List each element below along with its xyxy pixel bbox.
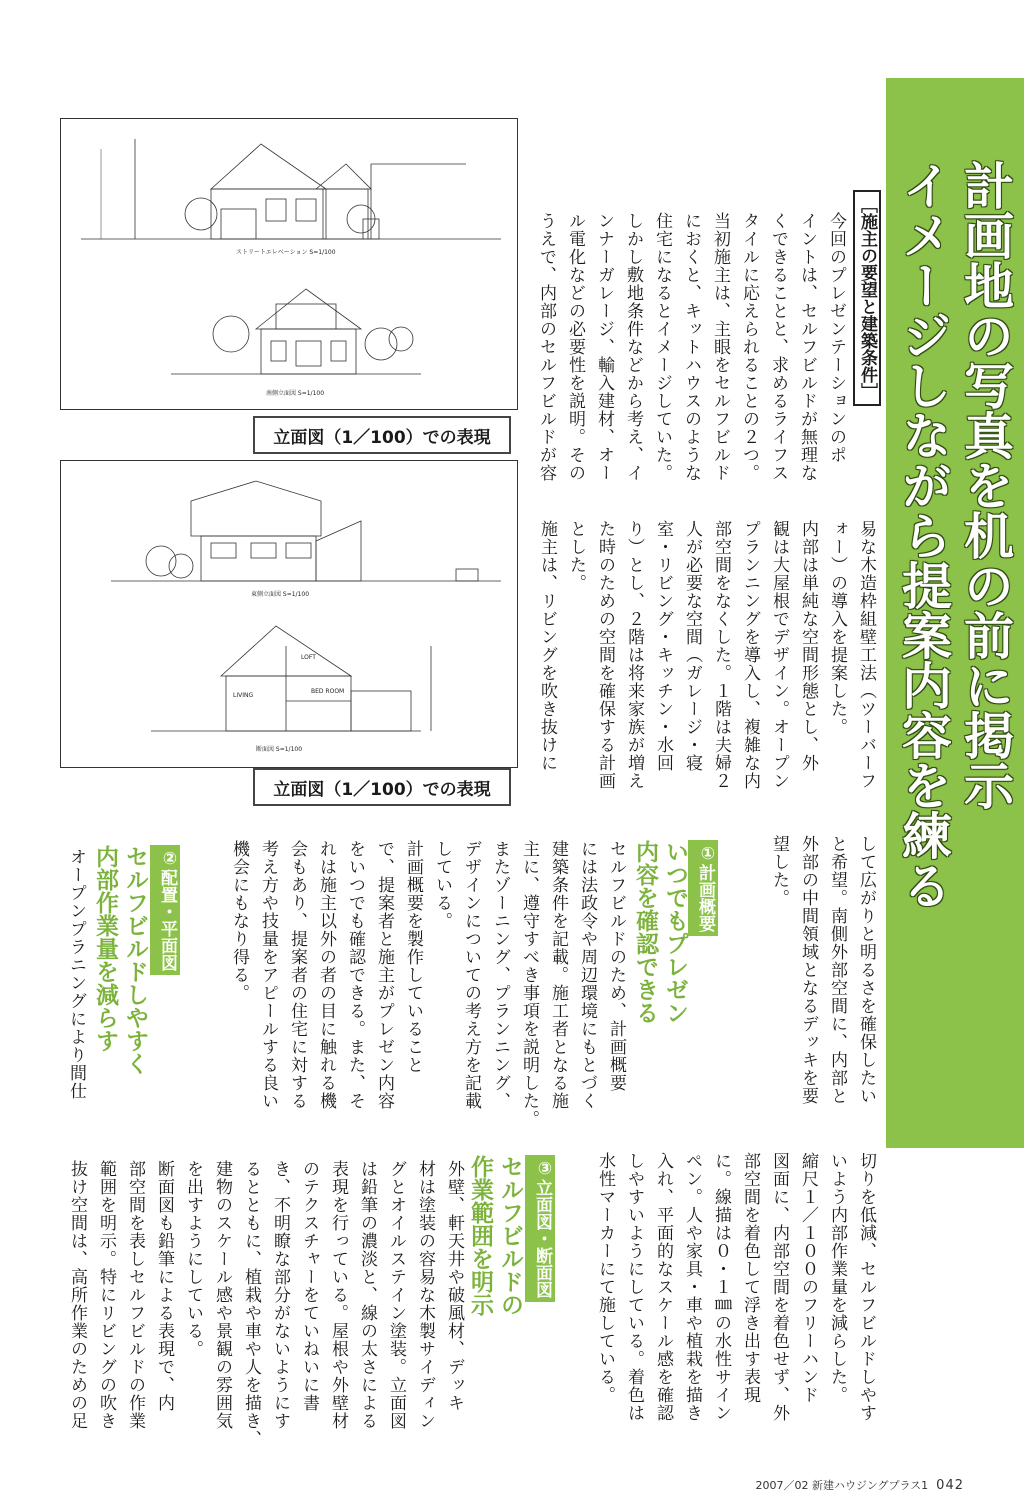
text-line: き、不明瞭な部分がないようにす xyxy=(270,1160,290,1430)
section1-text xyxy=(220,840,630,1130)
text-line: 観は大屋根でデザイン。オープン xyxy=(769,520,789,790)
section1-title xyxy=(630,840,690,1024)
text-line: 易な木造枠組壁工法（ツーバーフ xyxy=(856,520,876,790)
text-line: セルフビルドのため、計画概要 xyxy=(606,840,626,1092)
text-line: 建物のスケール感や景観の雰囲気 xyxy=(212,1160,232,1430)
section3-label: 立面図・断面図 xyxy=(532,1179,552,1298)
text-line: 外部の中間領域となるデッキを要 xyxy=(798,835,818,1105)
intro-heading: ［施主の要望と建築条件］ xyxy=(853,190,881,406)
text-line: 建築条件を記載。施工者となる施 xyxy=(548,840,568,1110)
text-line: とした。 xyxy=(566,520,586,592)
text-line: 図面に、内部空間を着色せず、外 xyxy=(769,1152,789,1422)
text-line: オープンプラニングにより間仕 xyxy=(66,848,86,1100)
section1-label: 計画概要 xyxy=(695,864,715,932)
figure-caption-1: 立面図（1／100）での表現 xyxy=(253,416,511,454)
text-line: プランニングを導入し、複雑な内 xyxy=(740,520,760,790)
text-line: 主に、遵守すべき事項を説明した。 xyxy=(519,840,539,1128)
text-line: くできることと、求めるライフス xyxy=(768,212,788,482)
text-line: 内部は単純な空間形態とし、外 xyxy=(798,520,818,772)
text-line: と希望。南側外部空間に、内部と xyxy=(827,835,847,1105)
text-line: は鉛筆の濃淡と、線の太さによる xyxy=(357,1160,377,1430)
text-line: して広がりと明るさを確保したい xyxy=(856,835,876,1105)
section3-title xyxy=(465,1155,525,1316)
text-line: 今回のプレゼンテーションのポ xyxy=(826,212,846,464)
text-line: ォー）の導入を提案した。 xyxy=(827,520,847,736)
text-line: 部空間を着色して浮き出す表現 xyxy=(740,1152,760,1404)
section2-title xyxy=(90,845,150,1075)
text-line: 住宅になるとイメージしていた。 xyxy=(652,212,672,482)
section1-badge xyxy=(688,840,718,936)
text-line: ル電化などの必要性を説明。その xyxy=(565,212,585,482)
section3-text xyxy=(58,1160,468,1450)
text-line: いよう内部作業量を減らした。 xyxy=(827,1152,847,1404)
text-line: しかし敷地条件などから考え、イ xyxy=(623,212,643,482)
text-line: 抜け空間は、高所作業のための足 xyxy=(67,1160,87,1430)
section3-badge xyxy=(525,1155,555,1302)
section2-title-line: 内部作業量を減らす xyxy=(92,845,118,1052)
intro-tail-text xyxy=(762,835,880,1125)
street-elevation-label: ストリートエレベーション S=1/100 xyxy=(236,249,336,256)
text-line: 施主は、リビングを吹き抜けに xyxy=(537,520,557,772)
section3-title-line: セルフビルドの xyxy=(497,1155,523,1316)
text-line: 当初施主は、主眼をセルフビルド xyxy=(710,212,730,482)
east-elevation-label: 東側立面図 S=1/100 xyxy=(251,591,310,598)
text-line: ペン。人や家具・車や植栽を描き xyxy=(682,1152,702,1422)
section2-num: ② xyxy=(160,849,180,869)
text-line: 表現を行っている。屋根や外壁材 xyxy=(328,1160,348,1430)
text-line: 考え方や技量をアピールする良い xyxy=(258,840,278,1110)
text-line: している。 xyxy=(432,840,452,930)
figure-caption-2: 立面図（1／100）での表現 xyxy=(253,768,511,806)
text-line: 水性マーカーにて施している。 xyxy=(595,1152,615,1404)
text-line: タイルに応えられることの２つ。 xyxy=(739,212,759,482)
text-line: れは施主以外の者の目に触れる機 xyxy=(316,840,336,1110)
text-line: をいつでも確認できる。また、そ xyxy=(345,840,365,1110)
text-line: 室・リビング・キッチン・水回 xyxy=(653,520,673,772)
section2-label: 配置・平面図 xyxy=(157,869,177,971)
text-line: 材は塗装の容易な木製サイディン xyxy=(415,1160,435,1430)
figure-elevation-1 xyxy=(60,118,518,410)
section2-cont-text xyxy=(590,1152,880,1442)
text-line: 計画概要を製作していること xyxy=(403,840,423,1074)
section1-title-line: 内容を確認できる xyxy=(632,840,658,1024)
text-line: のテクスチャーをていねいに書 xyxy=(299,1160,319,1412)
text-line: 切りを低減、セルフビルドしやす xyxy=(856,1152,876,1422)
text-line: グとオイルステイン塗装。立面図 xyxy=(386,1160,406,1430)
text-line: 人が必要な空間（ガレージ・寝 xyxy=(682,520,702,772)
text-line: た時のための空間を確保する計画 xyxy=(595,520,615,790)
text-line: 部空間をなくした。１階は夫婦２ xyxy=(711,520,731,790)
elevation-drawing-1 xyxy=(61,119,517,409)
text-line: デザインについての考え方を記載 xyxy=(461,840,481,1110)
text-line: り）とし、２階は将来家族が増え xyxy=(624,520,644,790)
section1-num: ① xyxy=(698,844,718,864)
issue-label: 2007／02 新建ハウジングプラス1 xyxy=(755,1479,929,1492)
text-line: ンナーガレージ、輸入建材、オー xyxy=(594,212,614,482)
text-line: またゾーニング、プランニング、 xyxy=(490,840,510,1110)
room-bed: BED ROOM xyxy=(311,688,345,695)
page-footer xyxy=(756,1477,965,1493)
text-line: 入れ、平面的なスケール感を確認 xyxy=(653,1152,673,1422)
page-title-line1: 計画地の写真を机の前に掲示 xyxy=(956,160,1014,810)
room-loft: LOFT xyxy=(301,654,316,661)
text-line: には法政令や周辺環境にもとづく xyxy=(577,840,597,1110)
text-line: に。線描は０・１㎜の水性サイン xyxy=(711,1152,731,1422)
section2-badge xyxy=(150,845,180,975)
text-line: 機会にもなり得る。 xyxy=(229,840,249,1002)
text-line: を出すようにしている。 xyxy=(183,1160,203,1358)
section3-title-line: 作業範囲を明示 xyxy=(467,1155,493,1316)
section3-num: ③ xyxy=(535,1159,555,1179)
south-elevation-label: 南側立面図 S=1/100 xyxy=(266,390,325,397)
text-line: におくと、キットハウスのような xyxy=(681,212,701,482)
elevation-drawing-2 xyxy=(61,461,517,767)
section1-title-line: いつでもプレゼン xyxy=(662,840,688,1024)
page-number: 042 xyxy=(936,1478,964,1493)
text-line: 範囲を明示。特にリビングの吹き xyxy=(96,1160,116,1430)
text-line: しやすいようにしている。着色は xyxy=(624,1152,644,1422)
text-line: 部空間を表しセルフビルドの作業 xyxy=(125,1160,145,1430)
section2-title-line: セルフビルドしやすく xyxy=(122,845,148,1075)
text-line: 断面図も鉛筆による表現で、内 xyxy=(154,1160,174,1412)
text-line: イントは、セルフビルドが無理な xyxy=(797,212,817,482)
text-line: 会もあり、提案者の住宅に対する xyxy=(287,840,307,1110)
text-line: で、提案者と施主がプレゼン内容 xyxy=(374,840,394,1110)
text-line: るとともに、植栽や車や人を描き、 xyxy=(241,1160,261,1448)
text-line: 縮尺１／１００のフリーハンド xyxy=(798,1152,818,1404)
intro-cont-text xyxy=(530,520,880,820)
section-label: 断面図 S=1/100 xyxy=(256,746,303,753)
figure-elevation-2 xyxy=(60,460,518,768)
page-title-line2: イメージしながら提案内容を練る xyxy=(894,160,952,910)
room-living: LIVING xyxy=(233,692,254,699)
text-line: 望した。 xyxy=(769,835,789,907)
section2-text xyxy=(60,848,90,1128)
text-line: 外壁、軒天井や破風材、デッキ xyxy=(444,1160,464,1412)
text-line: うえで、内部のセルフビルドが容 xyxy=(536,212,556,482)
